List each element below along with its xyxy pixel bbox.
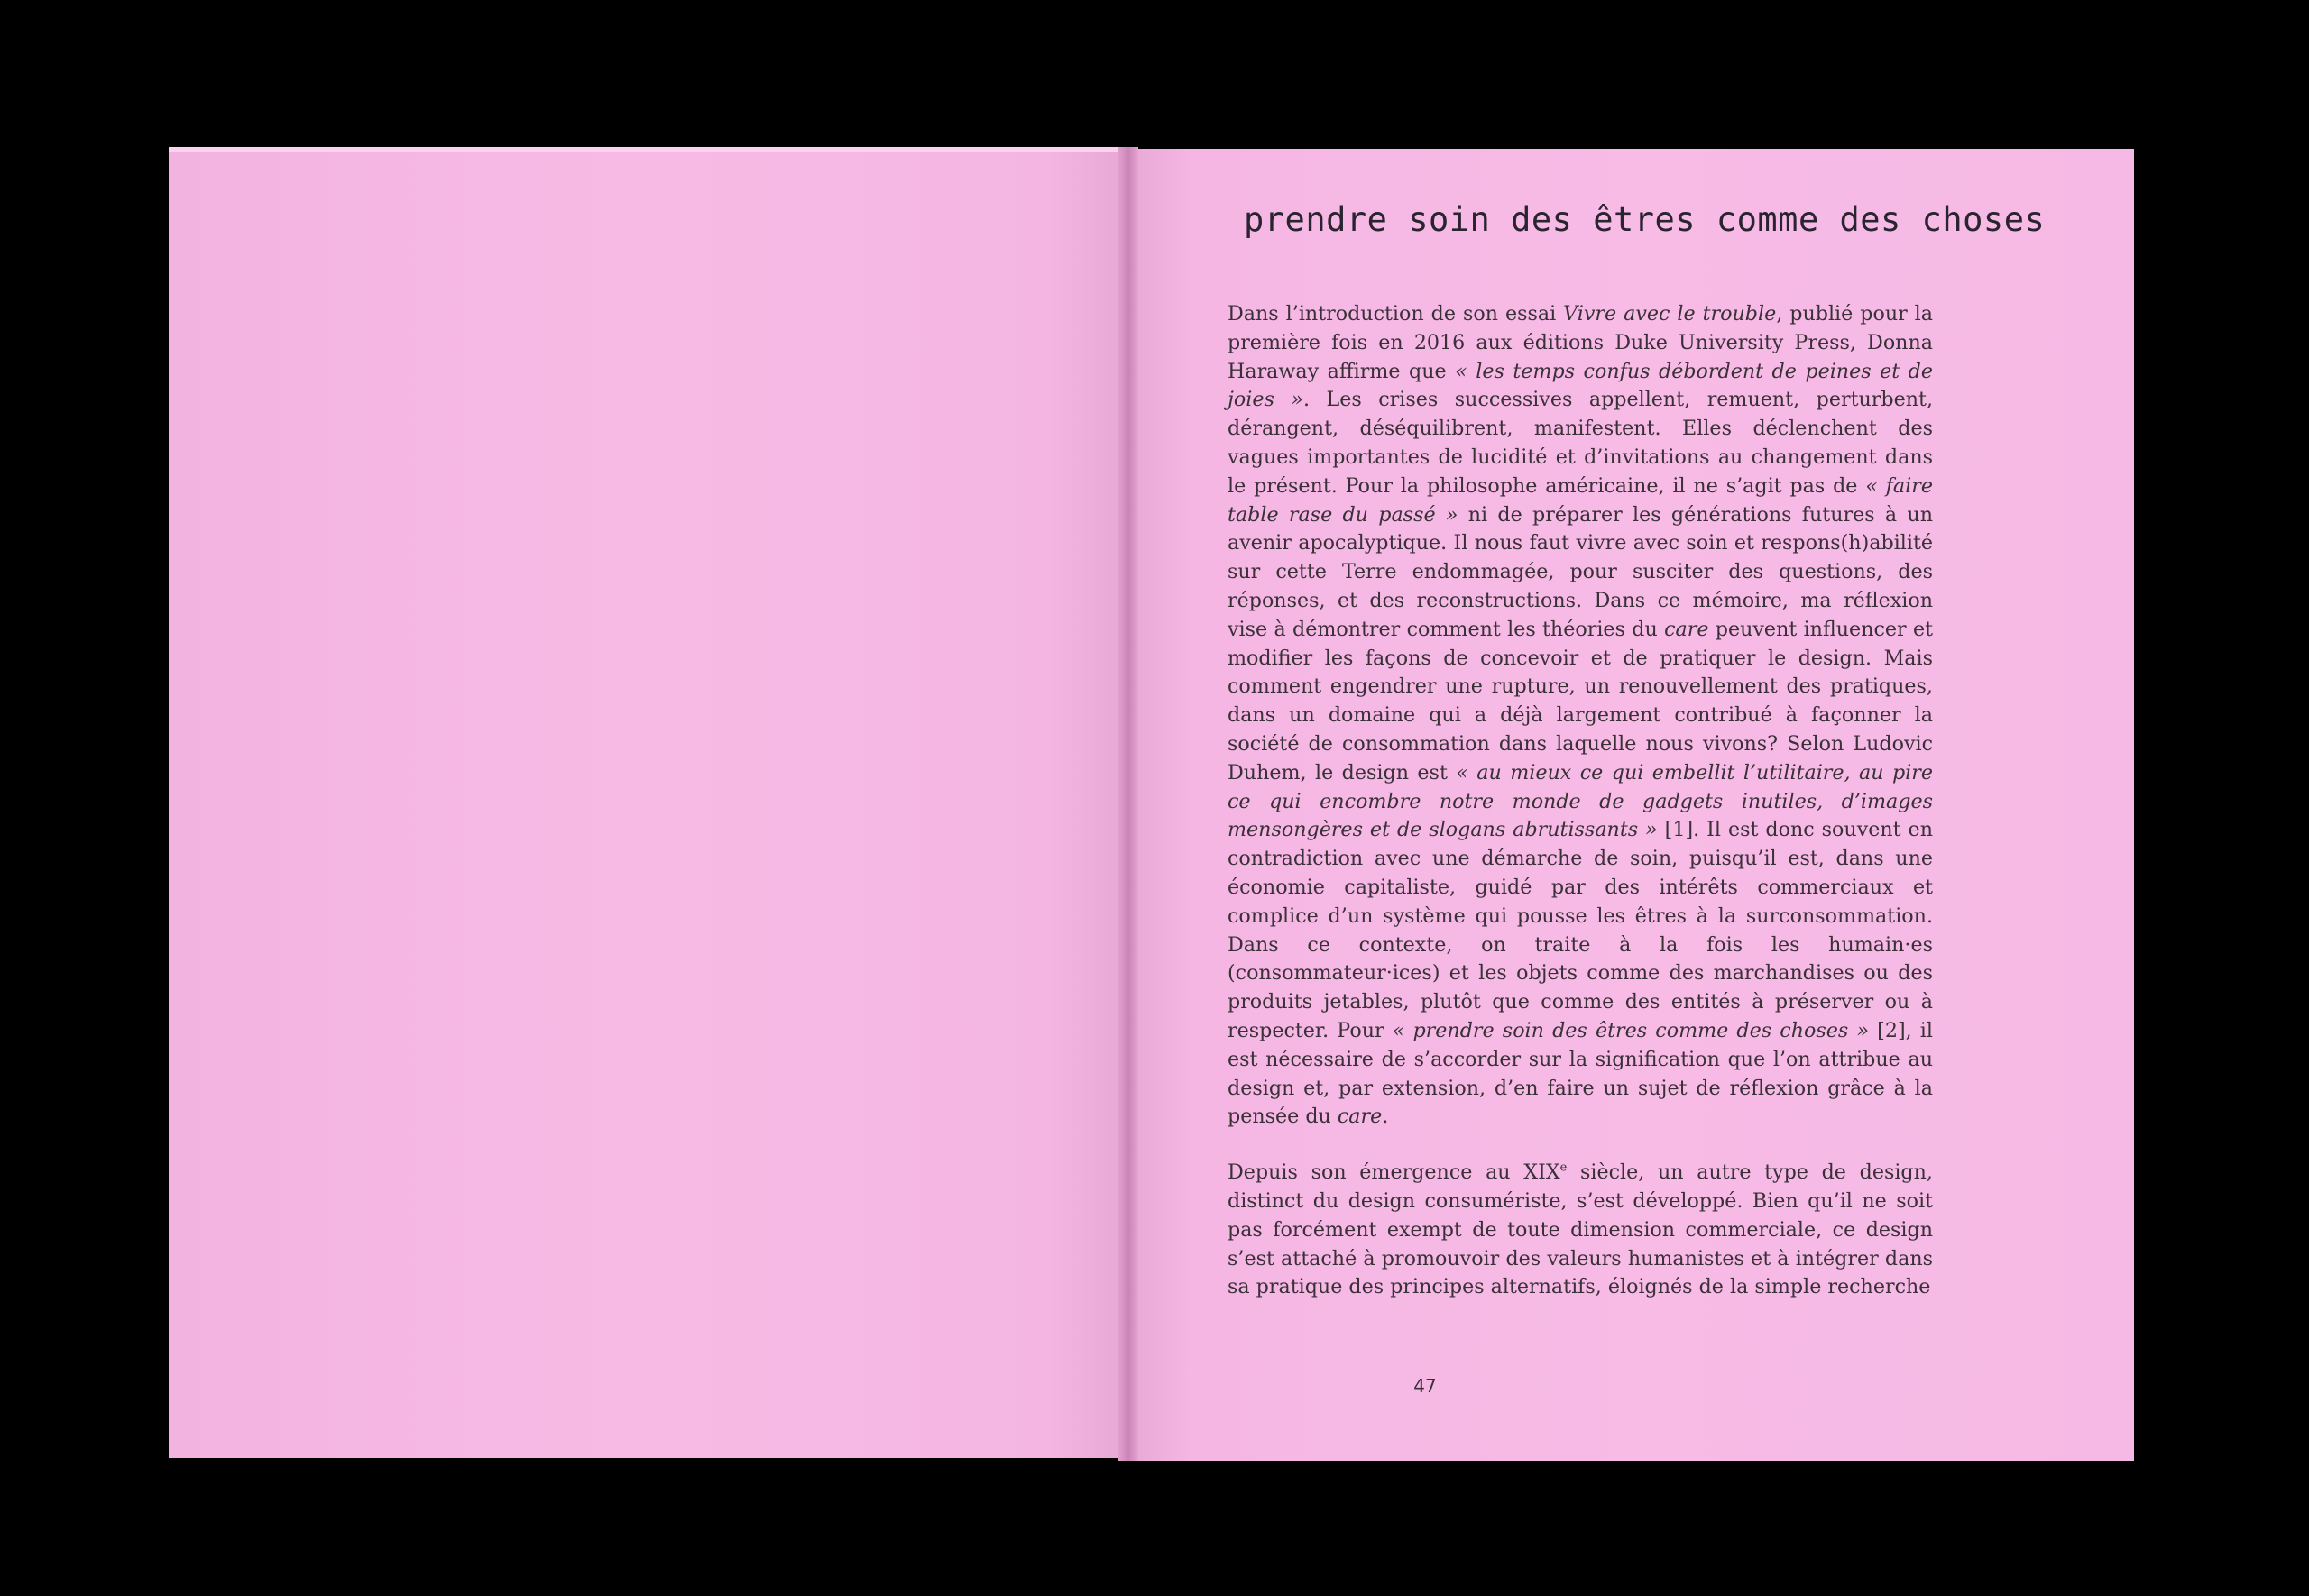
- text-run: peuvent influencer et modifier les façons de concevoir et de pratiquer le design. Mais comment engendrer une rupture, un renouvellement des pratiques, dans un domaine qui a déjà largement contribué à façonner la société de consommation dans laquelle nous vivons? Selon Ludovic Duhem, le design est: [1228, 617, 1933, 784]
- page-number: 47: [1413, 1375, 1437, 1397]
- text-run: Dans l’introduction de son essai: [1228, 302, 1564, 326]
- italic-run: « au mieux ce qui embellit l’utilitaire, au pire ce qui encombre notre monde de gadgets inutiles, d’images mensongères et de slogans abrutissants »: [1228, 760, 1933, 842]
- text-run: . Les crises successives appellent, remuent, perturbent, dérangent, déséquilibrent, manifestent. Elles déclenchent des vagues importantes de lucidité et d’invitations au changement dans le présent. Pour la philosophe américaine, il ne s’agit pas de: [1228, 388, 1933, 498]
- italic-run: care: [1337, 1105, 1383, 1129]
- body-paragraph: [1228, 1159, 1933, 1302]
- text-run: .: [1382, 1105, 1389, 1129]
- italic-run: care: [1664, 617, 1709, 641]
- text-run: siècle, un autre type de design, distinct du design consumériste, s’est développé. Bien qu’il ne soit pas forcément exempt de toute dimension commerciale, ce design s’est attaché à promouvoir des valeurs humanistes et à intégrer dans sa pratique des principes alternatifs, éloignés de la simple recherche: [1228, 1160, 1933, 1299]
- left-page-top-edge: [169, 147, 1125, 152]
- book-gutter: [1118, 147, 1138, 1461]
- italic-run: « faire table rase du passé »: [1228, 473, 1933, 527]
- body-paragraph: [1228, 300, 1933, 1132]
- text-run: , publié pour la première fois en 2016 aux éditions Duke University Press, Donna Haraway affirme que: [1228, 302, 1934, 383]
- left-page-blank: [169, 147, 1125, 1458]
- body-text: [1228, 300, 1933, 1302]
- text-run: [1]. Il est donc souvent en contradiction avec une démarche de soin, puisqu’il est, dans une économie capitaliste, guidé par des intérêts commerciaux et complice d’un système qui pousse les êtres à la surconsommation. Dans ce contexte, on traite à la fois les humain·es (consommateur·ices) et les objets comme des marchandises ou des produits jetables, plutôt que comme des entités à préserver ou à respecter. Pour: [1228, 818, 1933, 1042]
- italic-run: « prendre soin des êtres comme des choses »: [1392, 1018, 1870, 1042]
- italic-run: Vivre avec le trouble: [1563, 302, 1777, 326]
- text-run: ni de préparer les générations futures à un avenir apocalyptique. Il nous faut vivre avec soin et respons(h)abilité sur cette Terre endommagée, pour susciter des questions, des réponses, et des reconstructions. Dans ce mémoire, ma réflexion vise à démontrer comment les théories du: [1228, 502, 1933, 641]
- chapter-title: prendre soin des êtres comme des choses: [1244, 200, 2046, 239]
- italic-run: « les temps confus débordent de peines et de joies »: [1228, 359, 1933, 412]
- text-run: Depuis son émergence au XIX: [1228, 1160, 1560, 1185]
- text-run: [2], il est nécessaire de s’accorder sur la signification que l’on attribue au design et, par extension, d’en faire un sujet de réflexion grâce à la pensée du: [1228, 1018, 1933, 1129]
- superscript-run: e: [1559, 1160, 1568, 1175]
